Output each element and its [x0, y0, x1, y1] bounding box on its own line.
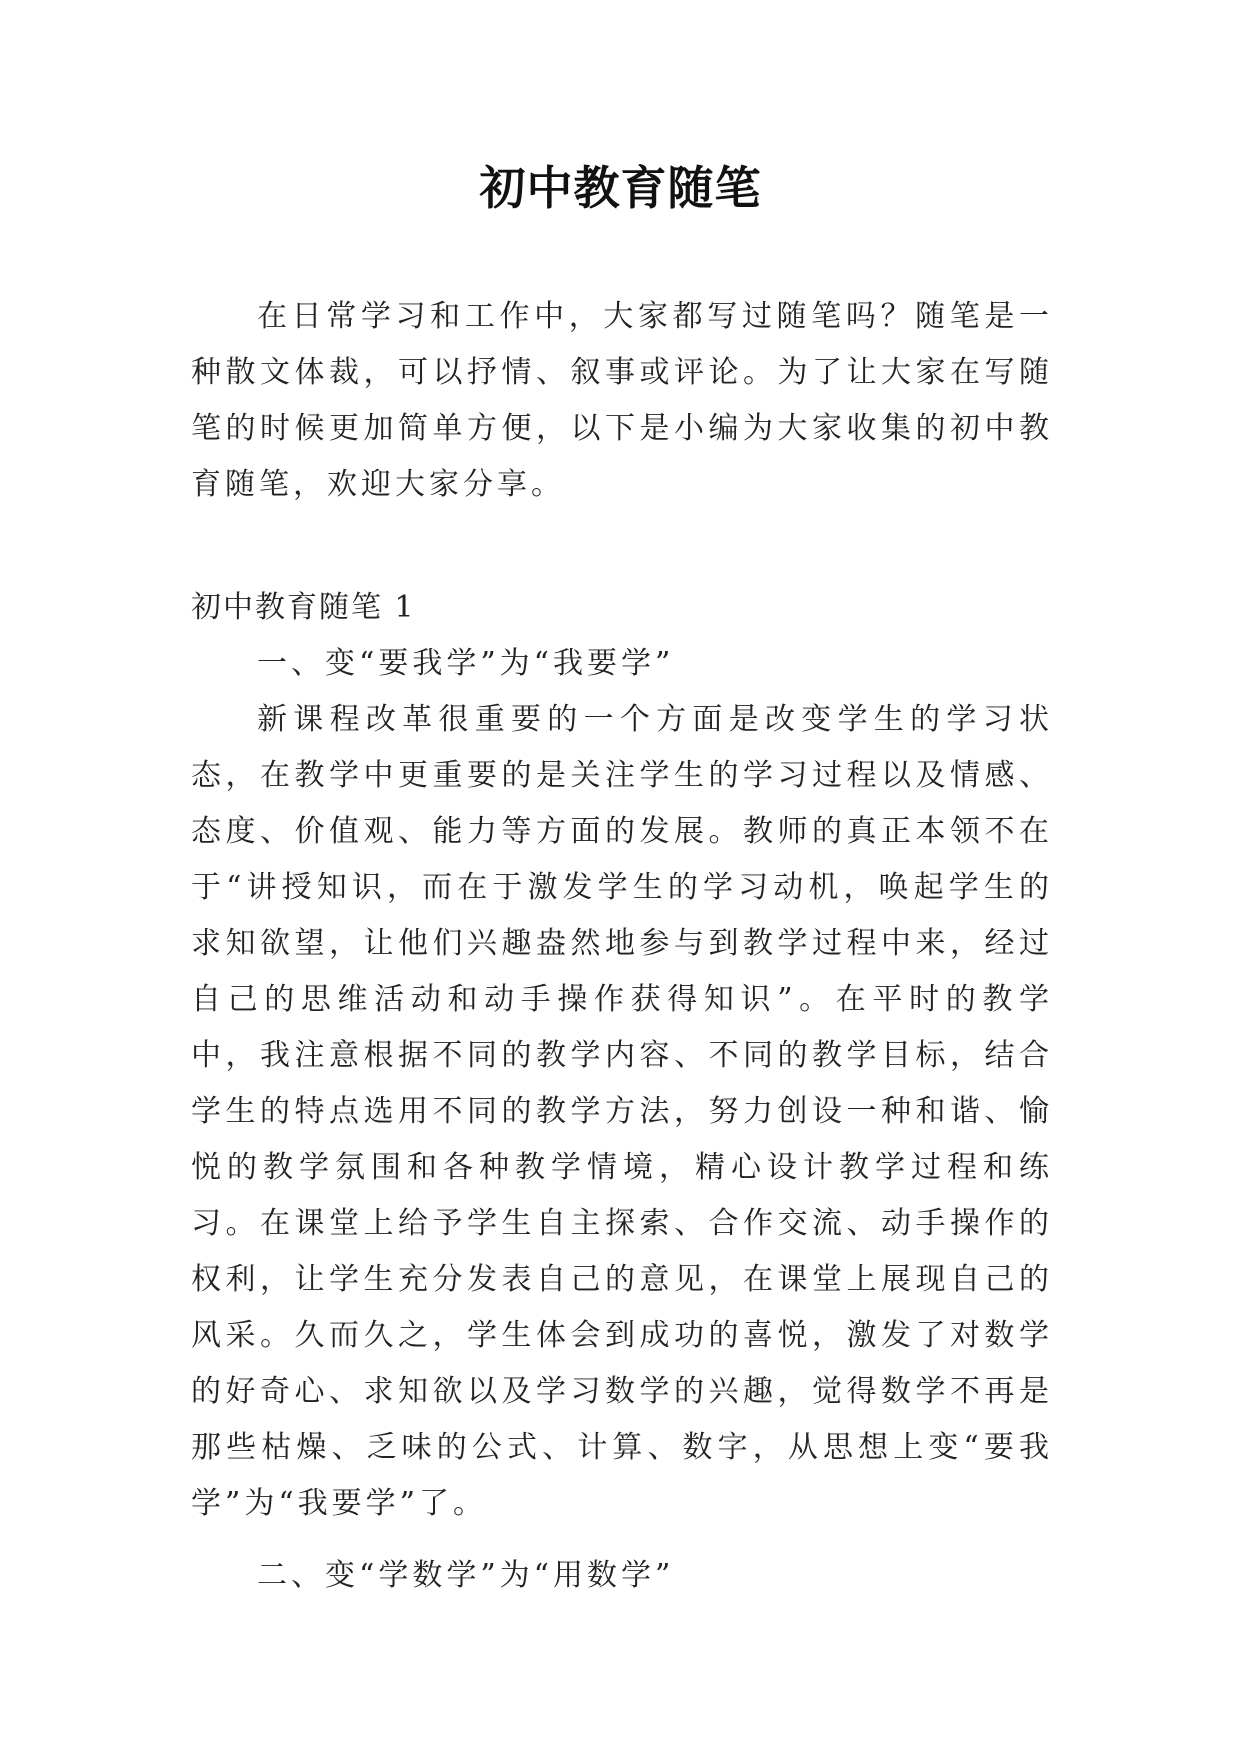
- subheading-1: 一、变“要我学”为“我要学”: [257, 646, 675, 681]
- intro-paragraph: 在日常学习和工作中，大家都写过随笔吗？随笔是一种散文体裁，可以抒情、叙事或评论。为了让大家在写随笔的时候更加简单方便，以下是小编为大家收集的初中教育随笔，欢迎大家分享。: [191, 299, 1053, 502]
- subheading-2: 二、变“学数学”为“用数学”: [257, 1558, 675, 1593]
- section-body: [191, 636, 1053, 1604]
- intro-block: [191, 289, 1053, 513]
- page-title: 初中教育随笔: [479, 161, 762, 215]
- paragraph-1: 新课程改革很重要的一个方面是改变学生的学习状态，在教学中更重要的是关注学生的学习过程以及情感、态度、价值观、能力等方面的发展。教师的真正本领不在于“讲授知识，而在于激发学生的学习动机，唤起学生的求知欲望，让他们兴趣盎然地参与到教学过程中来，经过自己的思维活动和动手操作获得知识”。在平时的教学中，我注意根据不同的教学内容、不同的教学目标，结合学生的特点选用不同的教学方法，努力创设一种和谐、愉悦的教学氛围和各种教学情境，精心设计教学过程和练习。在课堂上给予学生自主探索、合作交流、动手操作的权利，让学生充分发表自己的意见，在课堂上展现自己的风采。久而久之，学生体会到成功的喜悦，激发了对数学的好奇心、求知欲以及学习数学的兴趣，觉得数学不再是那些枯燥、乏味的公式、计算、数字，从思想上变“要我学”为“我要学”了。: [191, 702, 1053, 1521]
- section-heading: 初中教育随笔 1: [191, 590, 416, 625]
